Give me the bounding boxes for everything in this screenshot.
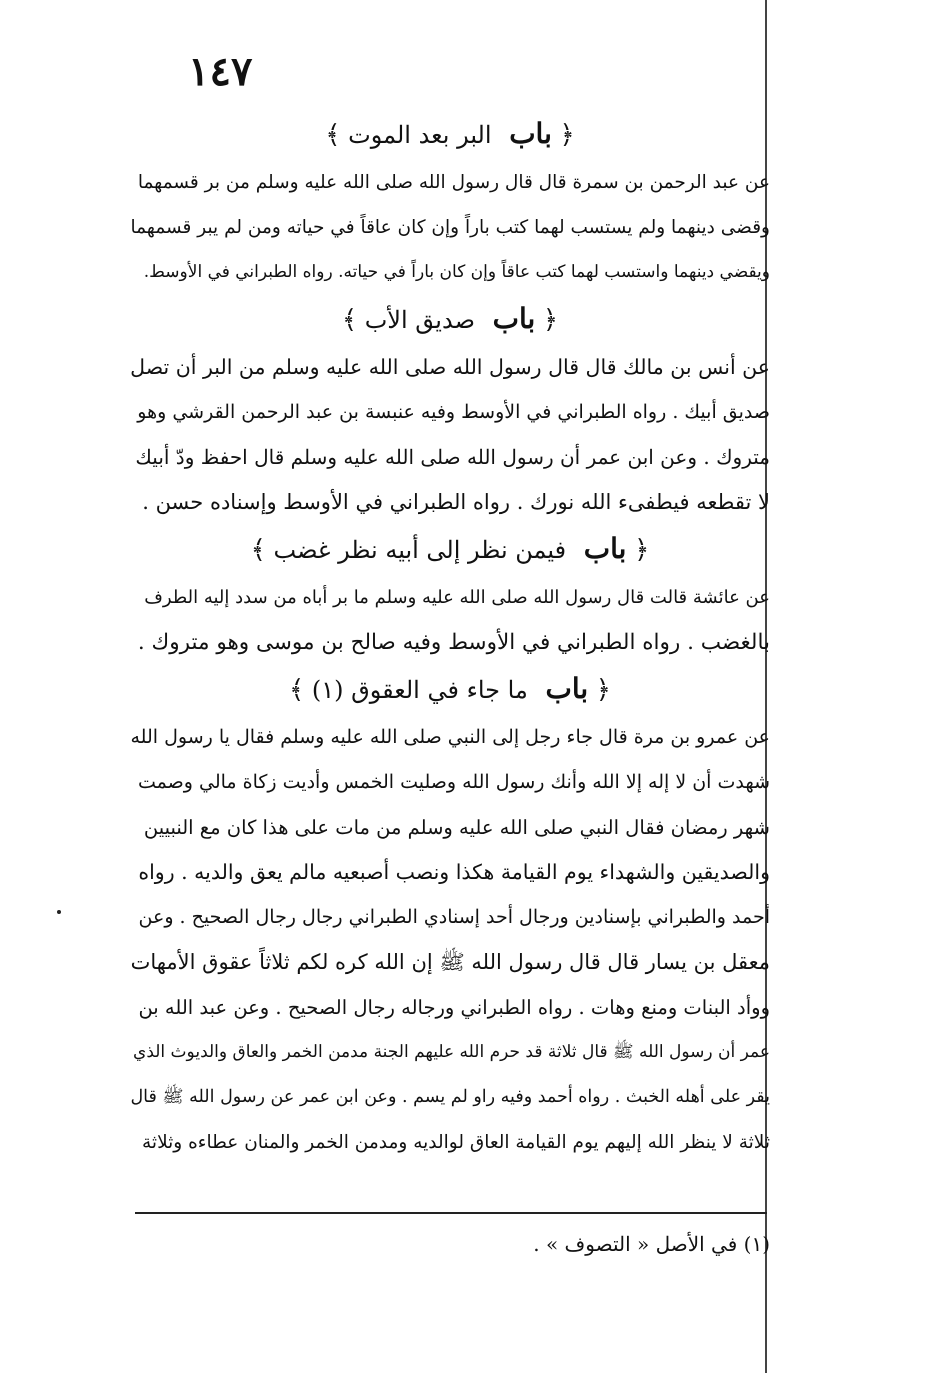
ornament-bracket: ﴿ <box>634 535 650 565</box>
text-line: متروك . وعن ابن عمر أن رسول الله صلى الله عليه وسلم قال احفظ ودّ أبيك <box>135 445 770 469</box>
text-line: والصديقين والشهداء يوم القيامة هكذا ونصب أصبعيه مالم يعق والديه . رواه <box>138 860 770 884</box>
section-heading <box>130 665 770 715</box>
text-line: معقل بن يسار قال قال رسول الله ﷺ إن الله كره لكم ثلاثاً عقوق الأمهات <box>130 950 770 974</box>
paragraph <box>130 345 770 525</box>
text-line: وقضى دينهما ولم يستسب لهما كتب باراً وإن كان عاقاً في حياته ومن لم يبر قسمهما <box>130 217 770 238</box>
margin-mark <box>57 910 61 914</box>
text-line: عن أنس بن مالك قال قال رسول الله صلى الله عليه وسلم من البر أن تصل <box>130 355 770 379</box>
text-line: عن عمرو بن مرة قال جاء رجل إلى النبي صلى الله عليه وسلم فقال يا رسول الله <box>130 726 770 748</box>
section-title: صديق الأب <box>364 306 475 334</box>
text-line: ثلاثة لا ينظر الله إليهم يوم القيامة العاق لوالديه ومدمن الخمر والمنان عطاءه وثلاثة <box>142 1132 770 1153</box>
text-line: عن عائشة قالت قال رسول الله صلى الله عليه وسلم ما بر أباه من سدد إليه الطرف <box>144 587 770 608</box>
section-heading <box>130 295 770 345</box>
text-line: أحمد والطبراني بإسنادين ورجال أحد إسنادي الطبراني رجال رجال الصحيح . وعن <box>138 906 770 928</box>
page-number: ١٤٧ <box>188 48 253 95</box>
text-line: شهدت أن لا إله إلا الله وأنك رسول الله وصليت الخمس وأديت زكاة مالي وصمت <box>138 771 770 793</box>
section-label: باب <box>492 302 536 335</box>
footnote: (١) في الأصل « التصوف » . <box>533 1232 770 1256</box>
text-line: يقر على أهله الخبث . رواه أحمد وفيه راو لم يسم . وعن ابن عمر عن رسول الله ﷺ قال <box>130 1087 770 1107</box>
ornament-bracket: ﴾ <box>250 535 266 565</box>
section-label: باب <box>509 117 552 150</box>
paragraph <box>130 575 770 665</box>
section-title: فيمن نظر إلى أبيه نظر غضب <box>273 536 567 564</box>
section-label: باب <box>545 672 589 705</box>
ornament-bracket: ﴾ <box>341 305 358 335</box>
text-line: بالغضب . رواه الطبراني في الأوسط وفيه صالح بن موسى وهو متروك . <box>137 630 770 655</box>
text-line: لا تقطعه فيطفىء الله نورك . رواه الطبراني في الأوسط وإسناده حسن . <box>142 490 770 514</box>
ornament-bracket: ﴾ <box>325 120 341 150</box>
text-line: شهر رمضان فقال النبي صلى الله عليه وسلم من مات على هذا كان مع النبيين <box>143 816 770 839</box>
page-content <box>130 110 770 1165</box>
footnote-divider <box>135 1212 767 1214</box>
ornament-bracket: ﴾ <box>288 675 305 705</box>
section-heading <box>130 525 770 575</box>
ornament-bracket: ﴿ <box>542 305 559 335</box>
text-line: ووأد البنات ومنع وهات . رواه الطبراني ورجاله رجال الصحيح . وعن عبد الله بن <box>138 996 770 1019</box>
text-line: عمر أن رسول الله ﷺ قال ثلاثة قد حرم الله عليهم الجنة مدمن الخمر والعاق والديوث الذي <box>133 1042 770 1062</box>
paragraph <box>130 160 770 295</box>
section-heading <box>130 110 770 160</box>
section-label: باب <box>583 532 627 565</box>
text-line: ويقضي دينهما واستسب لهما كتب عاقاً وإن كان باراً في حياته. رواه الطبراني في الأوسط. <box>143 262 770 282</box>
ornament-bracket: ﴿ <box>595 675 612 705</box>
text-line: عن عبد الرحمن بن سمرة قال قال رسول الله صلى الله عليه وسلم من بر قسمهما <box>137 172 770 193</box>
section-title: البر بعد الموت <box>348 121 492 149</box>
paragraph <box>130 715 770 1165</box>
ornament-bracket: ﴿ <box>559 120 575 150</box>
text-line: صديق أبيك . رواه الطبراني في الأوسط وفيه عنبسة بن عبد الرحمن القرشي وهو <box>137 401 770 423</box>
section-title: ما جاء في العقوق (١) <box>311 676 528 704</box>
